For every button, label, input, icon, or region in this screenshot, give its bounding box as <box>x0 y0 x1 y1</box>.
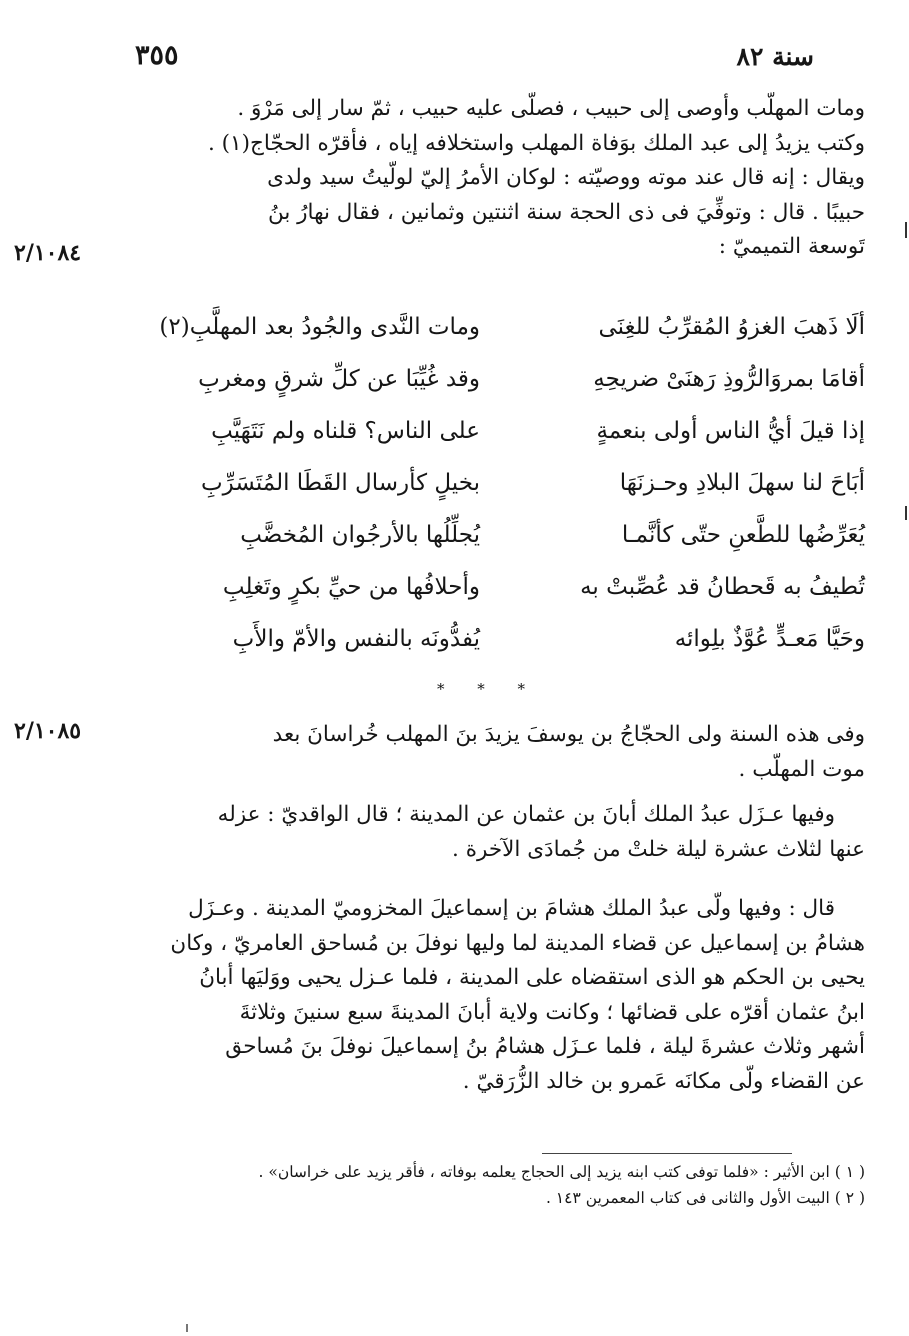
scan-speck <box>186 1324 188 1332</box>
text-line: هشامُ بن إسماعيل عن قضاء المدينة لما وليها نوفلَ بن مُساحق العامريّ ، وكان <box>170 930 865 956</box>
second-hemistich: يُجلِّلُها بالأرجُوان المُخضَّبِ <box>240 522 480 548</box>
margin-reference: ٢/١٠٨٤ <box>14 240 82 266</box>
scan-edge-mark <box>905 222 907 238</box>
running-header-year: سنة ٨٢ <box>736 42 814 71</box>
text-line: ابنُ عثمان أقرّه على قضائها ؛ وكانت ولاية أبانَ المدينةَ سبع سنينَ وثلاثةَ <box>239 999 865 1025</box>
text-line: عنها لثلاث عشرة ليلة خلتْ من جُمادَى الآخرة . <box>452 836 865 862</box>
poem-verse <box>150 626 865 678</box>
first-hemistich: وحَيَّا مَعـدٍّ عُوَّذٌ بلِوائه <box>674 626 865 652</box>
text-line: عن القضاء ولّى مكانَه عَمرو بن خالد الزُّرَقيّ . <box>462 1068 865 1094</box>
text-line: ومات المهلّب وأوصى إلى حبيب ، فصلّى عليه حبيب ، ثمّ سار إلى مَرْوَ . <box>237 96 865 121</box>
page-number: ٣٥٥ <box>135 40 179 71</box>
text-line: تَوسعة التميميّ : <box>718 234 865 259</box>
text-line: موت المهلّب . <box>738 756 865 782</box>
first-hemistich: ألَا ذَهبَ الغزوُ المُقرِّبُ للغِنَى <box>598 314 865 340</box>
poem-verse <box>150 470 865 522</box>
second-hemistich: بخيلٍ كأرسال القَطَا المُتَسَرِّبِ <box>201 470 480 496</box>
second-hemistich: وأحلافُها من حيِّ بكرٍ وتَغلِبِ <box>222 574 480 600</box>
text-line: يحيى بن الحكم هو الذى استقضاه على المدينة ، فلما عـزل يحيى ووَليَها أبانُ <box>199 965 865 990</box>
poem-verse <box>150 522 865 574</box>
second-hemistich: على الناس؟ قلناه ولم نَتَهَيَّبِ <box>211 418 480 444</box>
poem-verse <box>150 574 865 626</box>
first-hemistich: إذا قيلَ أيُّ الناس أولى بنعمةٍ <box>596 418 865 444</box>
text-line: وفيها عـزَل عبدُ الملك أبانَ بن عثمان عن المدينة ؛ قال الواقديّ : عزله <box>217 802 835 827</box>
section-separator: * * * <box>437 680 540 698</box>
first-hemistich: أبَاحَ لنا سهلَ البلادِ وحـزنَهَا <box>619 470 865 496</box>
poem-verse <box>150 314 865 366</box>
poem-verse <box>150 366 865 418</box>
text-line: وكتب يزيدُ إلى عبد الملك بوَفاة المهلب واستخلافه إياه ، فأقرّه الحجّاج(١) . <box>207 130 865 156</box>
paragraph-hisham-appointment <box>150 892 865 1099</box>
text-line: أشهر وثلاث عشرةَ ليلة ، فلما عـزَل هشامُ بنُ إسماعيلَ نوفلَ بنَ مُساحق <box>225 1034 865 1059</box>
text-line: وفى هذه السنة ولى الحجّاجُ بن يوسفَ يزيدَ بنَ المهلب خُراسانَ بعد <box>272 722 865 747</box>
paragraph-aban-dismissal <box>150 798 865 867</box>
second-hemistich: ومات النَّدى والجُودُ بعد المهلَّبِ(٢) <box>159 314 480 340</box>
footnote-rule <box>542 1153 792 1154</box>
second-hemistich: يُفدُّونَه بالنفس والأمّ والأَبِ <box>232 626 480 652</box>
text-line: قال : وفيها ولّى عبدُ الملك هشامَ بن إسماعيلَ المخزوميّ المدينة . وعـزَل <box>188 896 835 921</box>
first-hemistich: يُعَرِّضُها للطَّعنِ حتّى كأنَّمـا <box>621 522 865 548</box>
footnote: ( ٢ ) البيت الأول والثانى فى كتاب المعمرين ١٤٣ . <box>545 1189 865 1207</box>
paragraph-death-of-muhallab <box>150 92 865 265</box>
text-line: ويقال : إنه قال عند موته ووصيّته : لوكان الأمرُ إليّ لولّيتُ سيد ولدى <box>267 165 865 190</box>
poem-verse <box>150 418 865 470</box>
scan-edge-mark <box>905 506 907 520</box>
margin-reference: ٢/١٠٨٥ <box>14 718 82 744</box>
first-hemistich: تُطيفُ به قَحطانُ قد عُصِّبتْ به <box>580 574 865 600</box>
second-hemistich: وقد غُيِّبَا عن كلِّ شرقٍ ومغربِ <box>198 366 480 392</box>
footnote: ( ١ ) ابن الأثير : «فلما توفى كتب ابنه يزيد إلى الحجاج يعلمه بوفاته ، فأقر يزيد على خراسان» . <box>258 1163 865 1181</box>
paragraph-khurasan-appointment <box>150 718 865 787</box>
text-line: حبيبًا . قال : وتوفِّيَ فى ذى الحجة سنة اثنتين وثمانين ، فقال نهارُ بنُ <box>267 199 865 225</box>
first-hemistich: أقامَا بمروَالرُّوذِ رَهنَىْ ضريحِهِ <box>593 366 865 392</box>
